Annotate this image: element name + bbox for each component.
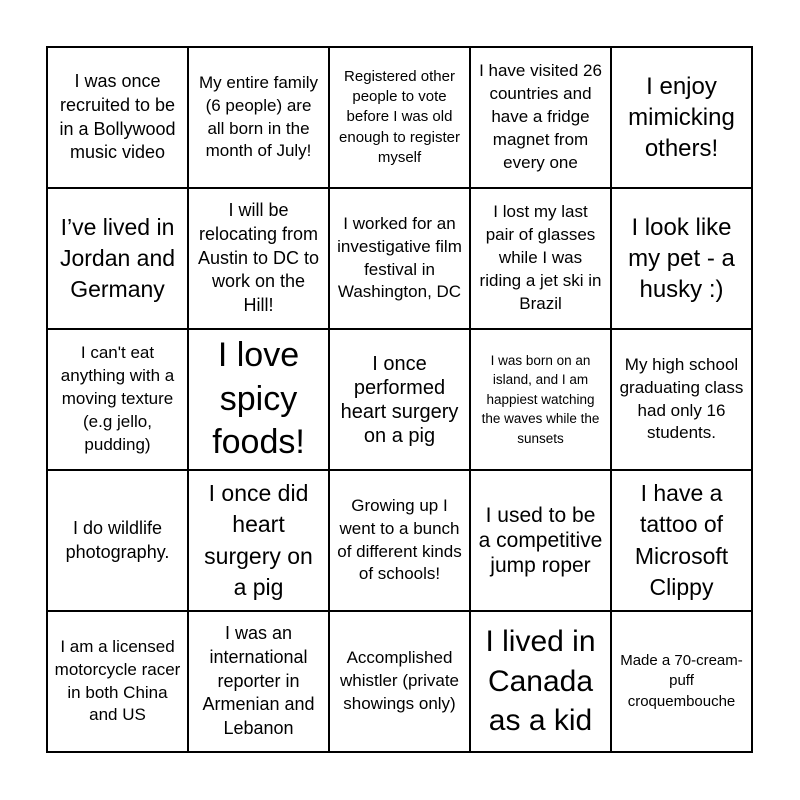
cell-text: I used to be a competitive jump roper: [478, 503, 603, 578]
bingo-cell[interactable]: [189, 612, 330, 753]
cell-text: I will be relocating from Austin to DC to work on the Hill!: [197, 199, 320, 316]
bingo-cell[interactable]: [471, 612, 612, 753]
cell-text: My high school graduating class had only 16 students.: [619, 354, 744, 443]
bingo-cell[interactable]: [471, 48, 612, 189]
bingo-cell[interactable]: [48, 330, 189, 471]
bingo-board: [46, 46, 753, 753]
bingo-cell[interactable]: [48, 48, 189, 189]
bingo-cell[interactable]: [330, 48, 471, 189]
cell-text: I lived in Canada as a kid: [485, 624, 596, 738]
cell-text: I have visited 26 countries and have a fridge magnet from every one: [479, 61, 602, 172]
cell-text: I am a licensed motorcycle racer in both China and US: [54, 636, 181, 725]
bingo-cell[interactable]: [330, 330, 471, 471]
bingo-cell[interactable]: [471, 189, 612, 330]
cell-text: I look like my pet - a husky :): [628, 213, 735, 304]
bingo-cell[interactable]: [612, 612, 753, 753]
cell-text: I once did heart surgery on a pig: [204, 479, 313, 600]
bingo-cell[interactable]: [471, 330, 612, 471]
cell-text: Made a 70-cream-puff croquembouche: [620, 652, 743, 710]
cell-text: I do wildlife photography.: [65, 517, 170, 562]
cell-text: I was once recruited to be in a Bollywood music video: [59, 70, 176, 163]
bingo-cell[interactable]: [48, 471, 189, 612]
cell-text: I once performed heart surgery on a pig: [340, 352, 459, 447]
cell-text: Growing up I went to a bunch of different kinds of schools!: [337, 495, 462, 584]
bingo-cell[interactable]: [612, 48, 753, 189]
bingo-cell[interactable]: [189, 330, 330, 471]
cell-text: Accomplished whistler (private showings only): [339, 648, 460, 713]
cell-text: I have a tattoo of Microsoft Clippy: [634, 479, 729, 600]
cell-text: My entire family (6 people) are all born in the month of July!: [198, 72, 319, 161]
bingo-cell[interactable]: [471, 471, 612, 612]
cell-text: I was an international reporter in Armenian and Lebanon: [202, 622, 315, 739]
bingo-cell[interactable]: [48, 189, 189, 330]
cell-text: I love spicy foods!: [212, 336, 305, 462]
cell-text: I can't eat anything with a moving texture (e.g jello, pudding): [60, 343, 175, 454]
cell-text: I worked for an investigative film festival in Washington, DC: [337, 213, 462, 302]
bingo-cell[interactable]: [189, 48, 330, 189]
bingo-cell[interactable]: [612, 189, 753, 330]
bingo-cell[interactable]: [612, 330, 753, 471]
bingo-cell[interactable]: [48, 612, 189, 753]
bingo-cell[interactable]: [189, 471, 330, 612]
bingo-cell[interactable]: [330, 471, 471, 612]
bingo-cell[interactable]: [330, 612, 471, 753]
cell-text: I was born on an island, and I am happiest watching the waves while the sunsets: [481, 352, 600, 446]
bingo-cell[interactable]: [612, 471, 753, 612]
bingo-cell[interactable]: [189, 189, 330, 330]
cell-text: I lost my last pair of glasses while I was riding a jet ski in Brazil: [479, 202, 602, 313]
cell-text: Registered other people to vote before I was old enough to register myself: [339, 67, 460, 166]
cell-text: I enjoy mimicking others!: [628, 72, 735, 163]
cell-text: I’ve lived in Jordan and Germany: [59, 213, 176, 303]
bingo-cell[interactable]: [330, 189, 471, 330]
